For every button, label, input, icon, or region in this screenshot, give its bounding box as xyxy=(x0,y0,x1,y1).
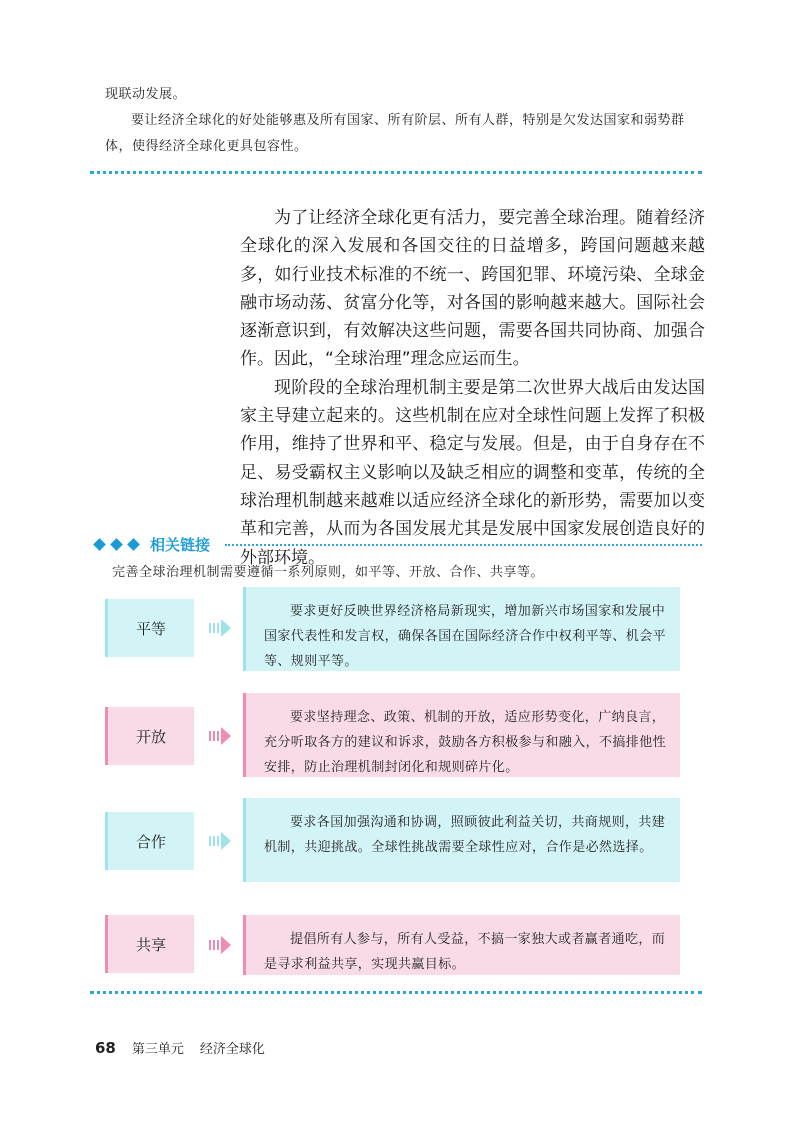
top-line-1: 现联动发展。 xyxy=(105,87,187,102)
main-paragraph-2: 现阶段的全球治理机制主要是第二次世界大战后由发达国家主导建立起来的。这些机制在应对全球性问题上发挥了积极作用，维持了世界和平、稳定与发展。但是，由于自身存在不足、易受霸权主义影响以及缺乏相应的调整和变革，传统的全球治理机制越来越难以适应经济全球化的新形势，需要加以变革和完善，从而为各国发展尤其是发展中国家发展创造良好的外部环境。 xyxy=(240,377,705,568)
main-text-block xyxy=(240,204,705,572)
top-divider xyxy=(90,171,702,174)
principle-description: 要求更好反映世界经济格局新现实，增加新兴市场国家和发展中国家代表性和发言权，确保各国在国际经济合作中权利平等、机会平等、规则平等。 xyxy=(243,587,680,671)
triple-arrow-icon xyxy=(209,935,233,955)
related-link-intro: 完善全球治理机制需要遵循一系列原则，如平等、开放、合作、共享等。 xyxy=(112,565,545,580)
triple-arrow-icon xyxy=(209,831,233,851)
principle-description: 要求坚持理念、政策、机制的开放，适应形势变化，广纳良言，充分听取各方的建议和诉求，鼓励各方积极参与和融入，不搞排他性安排，防止治理机制封闭化和规则碎片化。 xyxy=(243,693,680,777)
principle-description: 要求各国加强沟通和协调，照顾彼此利益关切，共商规则，共建机制，共迎挑战。全球性挑战需要全球性应对，合作是必然选择。 xyxy=(243,798,680,882)
principle-description: 提倡所有人参与，所有人受益，不搞一家独大或者赢者通吃，而是寻求利益共享，实现共赢目标。 xyxy=(243,915,680,975)
principle-label: 开放 xyxy=(105,707,194,765)
page-footer xyxy=(95,1038,265,1057)
diamond-icon xyxy=(127,538,140,551)
top-paragraph-2: 要让经济全球化的好处能够惠及所有国家、所有阶层、所有人群，特别是欠发达国家和弱势群体，使得经济全球化更具包容性。 xyxy=(105,113,685,154)
principle-label: 平等 xyxy=(105,599,194,657)
bottom-divider xyxy=(90,991,702,994)
related-link-divider xyxy=(225,544,702,546)
triple-arrow-icon xyxy=(209,618,233,638)
triple-arrow-icon xyxy=(209,726,233,746)
main-paragraph-1: 为了让经济全球化更有活力，要完善全球治理。随着经济全球化的深入发展和各国交往的日益增多，跨国问题越来越多，如行业技术标准的不统一、跨国犯罪、环境污染、全球金融市场动荡、贫富分化等，对各国的影响越来越大。国际社会逐渐意识到，有效解决这些问题，需要各国共同协商、加强合作。因此，“全球治理”理念应运而生。 xyxy=(240,208,705,370)
related-link-header xyxy=(95,533,210,555)
principle-label: 共享 xyxy=(105,915,194,973)
unit-label: 第三单元 xyxy=(131,1042,184,1057)
page-number: 68 xyxy=(95,1039,116,1057)
diamond-icon xyxy=(93,538,106,551)
principle-label: 合作 xyxy=(105,812,194,870)
top-text-block xyxy=(105,82,700,160)
related-link-title: 相关链接 xyxy=(150,535,211,554)
diamond-icon xyxy=(110,538,123,551)
unit-title: 经济全球化 xyxy=(199,1042,265,1057)
